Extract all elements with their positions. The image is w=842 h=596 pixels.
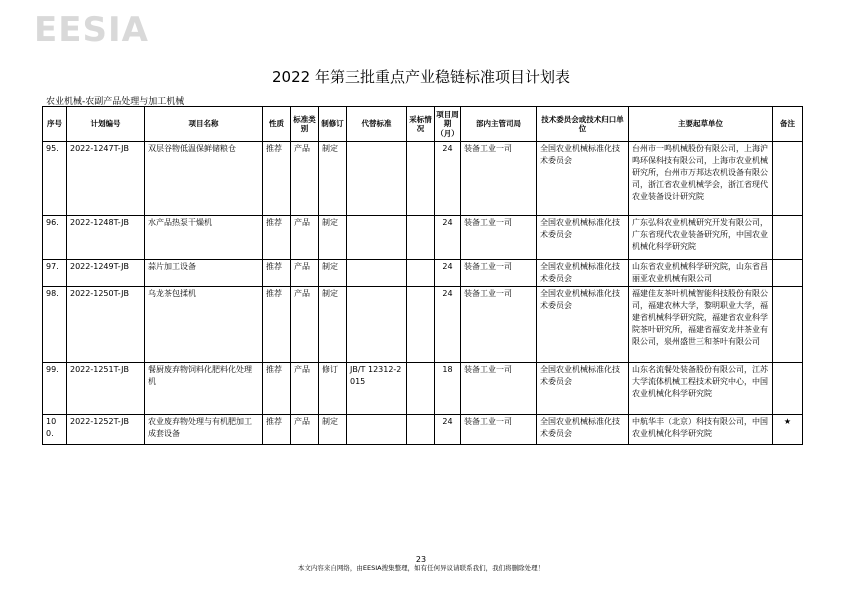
cell-revision: 制定 bbox=[319, 260, 347, 287]
header-cell: 制修订 bbox=[319, 107, 347, 142]
table-row bbox=[43, 287, 803, 363]
cell-name: 乌龙茶包揉机 bbox=[145, 287, 263, 363]
cell-nature: 推荐 bbox=[263, 142, 291, 216]
cell-dept: 装备工业一司 bbox=[461, 260, 537, 287]
cell-adopt bbox=[407, 287, 435, 363]
cell-name: 蒜片加工设备 bbox=[145, 260, 263, 287]
cell-committee: 全国农业机械标准化技术委员会 bbox=[537, 415, 629, 445]
cell-replace bbox=[347, 287, 407, 363]
cell-revision: 制定 bbox=[319, 142, 347, 216]
table-header-row bbox=[43, 107, 803, 142]
cell-committee: 全国农业机械标准化技术委员会 bbox=[537, 287, 629, 363]
cell-plan: 2022-1251T-JB bbox=[67, 363, 145, 415]
cell-category: 产品 bbox=[291, 216, 319, 260]
cell-drafter: 福建佳友茶叶机械智能科技股份有限公司，福建农林大学，黎明职业大学，福建省机械科学研究院，福建省农业科学院茶叶研究所，福建省福安龙井茶业有限公司，泉州盛世三和茶叶有限公司 bbox=[629, 287, 773, 363]
header-cell: 采标情况 bbox=[407, 107, 435, 142]
plan-table bbox=[42, 106, 803, 445]
cell-note bbox=[773, 216, 803, 260]
cell-no: 95. bbox=[43, 142, 67, 216]
cell-period: 24 bbox=[435, 260, 461, 287]
cell-replace bbox=[347, 415, 407, 445]
cell-adopt bbox=[407, 142, 435, 216]
cell-name: 水产品热泵干燥机 bbox=[145, 216, 263, 260]
cell-note bbox=[773, 363, 803, 415]
section-title: 农业机械-农副产品处理与加工机械 bbox=[46, 97, 185, 107]
footer-note: 本文内容来自网络，由EESIA搜集整理，如有任何异议请联系我们，我们将删除处理！ bbox=[297, 564, 545, 572]
cell-note bbox=[773, 260, 803, 287]
cell-period: 24 bbox=[435, 287, 461, 363]
cell-category: 产品 bbox=[291, 287, 319, 363]
cell-no: 97. bbox=[43, 260, 67, 287]
cell-category: 产品 bbox=[291, 415, 319, 445]
table-row bbox=[43, 363, 803, 415]
cell-committee: 全国农业机械标准化技术委员会 bbox=[537, 363, 629, 415]
cell-revision: 制定 bbox=[319, 287, 347, 363]
header-cell: 项目周期（月） bbox=[435, 107, 461, 142]
cell-dept: 装备工业一司 bbox=[461, 142, 537, 216]
header-cell: 性质 bbox=[263, 107, 291, 142]
cell-replace bbox=[347, 216, 407, 260]
cell-revision: 制定 bbox=[319, 415, 347, 445]
page-number: 23 bbox=[415, 555, 427, 564]
cell-replace bbox=[347, 142, 407, 216]
page-title: 2022 年第三批重点产业稳链标准项目计划表 bbox=[272, 68, 570, 86]
cell-adopt bbox=[407, 415, 435, 445]
cell-no: 98. bbox=[43, 287, 67, 363]
header-cell: 主要起草单位 bbox=[629, 107, 773, 142]
cell-plan: 2022-1249T-JB bbox=[67, 260, 145, 287]
cell-note bbox=[773, 287, 803, 363]
cell-committee: 全国农业机械标准化技术委员会 bbox=[537, 260, 629, 287]
cell-name: 农业废弃物处理与有机肥加工成套设备 bbox=[145, 415, 263, 445]
cell-dept: 装备工业一司 bbox=[461, 363, 537, 415]
cell-replace: JB/T 12312-2015 bbox=[347, 363, 407, 415]
cell-no: 99. bbox=[43, 363, 67, 415]
cell-category: 产品 bbox=[291, 260, 319, 287]
cell-dept: 装备工业一司 bbox=[461, 287, 537, 363]
table-row bbox=[43, 142, 803, 216]
header-cell: 标准类别 bbox=[291, 107, 319, 142]
cell-name: 餐厨废弃物饲料化肥料化处理机 bbox=[145, 363, 263, 415]
table-row bbox=[43, 260, 803, 287]
cell-nature: 推荐 bbox=[263, 287, 291, 363]
cell-drafter: 中航华丰（北京）科技有限公司，中国农业机械化科学研究院 bbox=[629, 415, 773, 445]
cell-drafter: 台州市一鸣机械股份有限公司，上海沪鸣环保科技有限公司，上海市农业机械研究所，台州市万邦达农机设备有限公司，浙江省农业机械学会，浙江省现代农业装备设计研究院 bbox=[629, 142, 773, 216]
cell-drafter: 山东省农业机械科学研究院，山东省昌丽亚农业机械有限公司 bbox=[629, 260, 773, 287]
header-cell: 代替标准 bbox=[347, 107, 407, 142]
cell-period: 24 bbox=[435, 216, 461, 260]
cell-adopt bbox=[407, 216, 435, 260]
header-cell: 部内主管司局 bbox=[461, 107, 537, 142]
cell-category: 产品 bbox=[291, 142, 319, 216]
cell-drafter: 广东弘科农业机械研究开发有限公司，广东省现代农业装备研究所，中国农业机械化科学研究院 bbox=[629, 216, 773, 260]
cell-adopt bbox=[407, 260, 435, 287]
cell-nature: 推荐 bbox=[263, 363, 291, 415]
header-cell: 序号 bbox=[43, 107, 67, 142]
cell-nature: 推荐 bbox=[263, 260, 291, 287]
cell-name: 双层谷物低温保鲜储粮仓 bbox=[145, 142, 263, 216]
cell-category: 产品 bbox=[291, 363, 319, 415]
cell-period: 24 bbox=[435, 142, 461, 216]
header-cell: 技术委员会或技术归口单位 bbox=[537, 107, 629, 142]
logo: EESIA bbox=[34, 10, 149, 50]
cell-plan: 2022-1247T-JB bbox=[67, 142, 145, 216]
header-cell: 备注 bbox=[773, 107, 803, 142]
cell-revision: 修订 bbox=[319, 363, 347, 415]
header-cell: 计划编号 bbox=[67, 107, 145, 142]
cell-note: ★ bbox=[773, 415, 803, 445]
cell-period: 18 bbox=[435, 363, 461, 415]
cell-adopt bbox=[407, 363, 435, 415]
cell-dept: 装备工业一司 bbox=[461, 415, 537, 445]
cell-no: 100. bbox=[43, 415, 67, 445]
cell-note bbox=[773, 142, 803, 216]
cell-plan: 2022-1250T-JB bbox=[67, 287, 145, 363]
cell-revision: 制定 bbox=[319, 216, 347, 260]
cell-committee: 全国农业机械标准化技术委员会 bbox=[537, 216, 629, 260]
header-cell: 项目名称 bbox=[145, 107, 263, 142]
cell-committee: 全国农业机械标准化技术委员会 bbox=[537, 142, 629, 216]
cell-plan: 2022-1248T-JB bbox=[67, 216, 145, 260]
cell-nature: 推荐 bbox=[263, 415, 291, 445]
cell-nature: 推荐 bbox=[263, 216, 291, 260]
cell-drafter: 山东名流餐处装备股份有限公司，江苏大学流体机械工程技术研究中心，中国农业机械化科学研究院 bbox=[629, 363, 773, 415]
table-row bbox=[43, 415, 803, 445]
cell-dept: 装备工业一司 bbox=[461, 216, 537, 260]
cell-period: 24 bbox=[435, 415, 461, 445]
cell-plan: 2022-1252T-JB bbox=[67, 415, 145, 445]
table-row bbox=[43, 216, 803, 260]
cell-no: 96. bbox=[43, 216, 67, 260]
cell-replace bbox=[347, 260, 407, 287]
